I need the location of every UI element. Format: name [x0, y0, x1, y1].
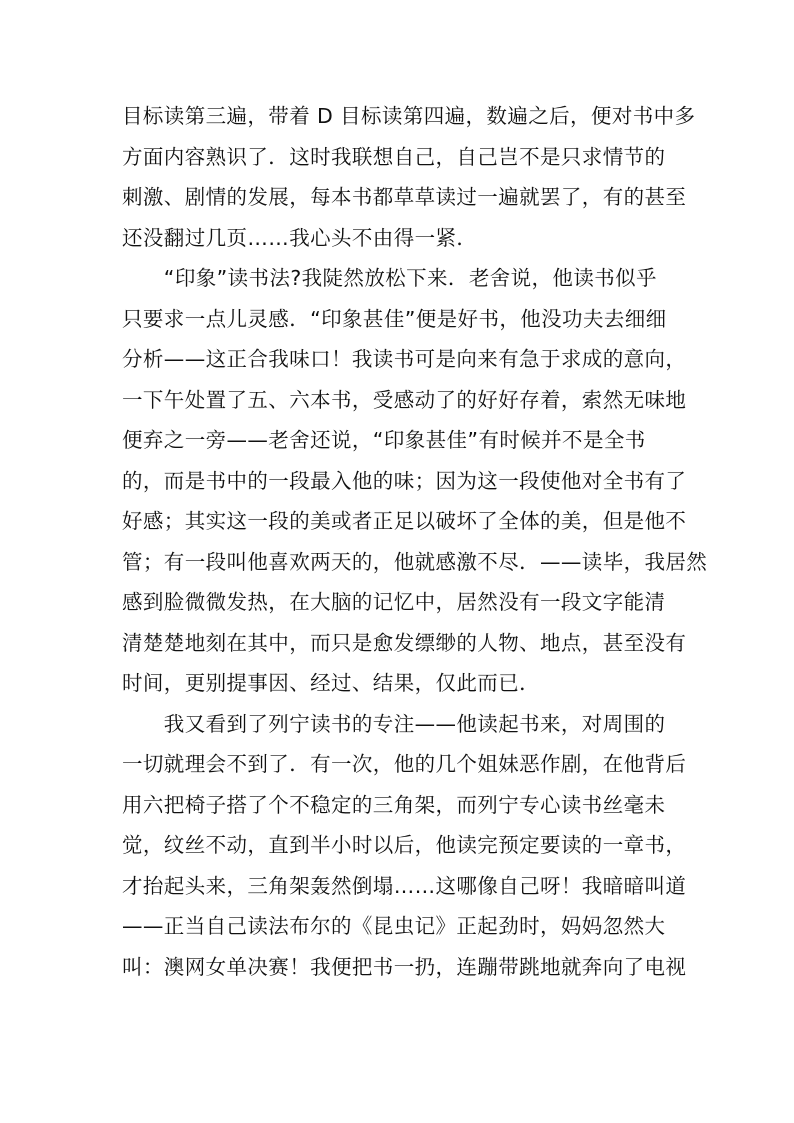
text-line: 才抬起头来，三角架轰然倒塌……这哪像自己呀！我暗暗叫道	[122, 873, 687, 898]
text-line: 感到脸微微发热，在大脑的记忆中，居然没有一段文字能清	[122, 590, 666, 614]
text-line: 觉，纹丝不动，直到半小时以后，他读完预定要读的一章书，	[122, 833, 687, 857]
text-line: 清楚楚地刻在其中，而只是愈发缥缈的人物、地点，甚至没有	[122, 630, 687, 655]
text-line: 目标读第三遍，带着 D 目标读第四遍，数遍之后，便对书中多	[122, 104, 696, 128]
text-line: 时间，更别提事因、经过、结果，仅此而已．	[122, 671, 540, 695]
body-text	[122, 96, 708, 987]
text-line: 的，而是书中的一段最入他的味；因为这一段使他对全书有了	[122, 468, 687, 493]
text-line: 一切就理会不到了．有一次，他的几个姐妹恶作剧，在他背后	[122, 752, 687, 776]
text-line: “印象”读书法?我陡然放松下来．老舍说，他读书似乎	[122, 266, 657, 290]
text-line: 分析——这正合我味口！我读书可是向来有急于求成的意向，	[122, 347, 687, 371]
text-line: 方面内容熟识了．这时我联想自己，自己岂不是只求情节的	[122, 144, 666, 169]
text-line: ——正当自己读法布尔的《昆虫记》正起劲时，妈妈忽然大	[122, 914, 666, 938]
text-line: 只要求一点儿灵感．“印象甚佳”便是好书，他没功夫去细细	[122, 306, 667, 331]
text-line: 我又看到了列宁读书的专注——他读起书来，对周围的	[122, 711, 666, 736]
text-line: 叫：澳网女单决赛！我便把书一扔，连蹦带跳地就奔向了电视	[122, 954, 687, 979]
text-line: 用六把椅子搭了个不稳定的三角架，而列宁专心读书丝毫未	[122, 792, 666, 817]
text-line: 管；有一段叫他喜欢两天的，他就感激不尽．——读毕，我居然	[122, 549, 708, 574]
text-line: 便弃之一旁——老舍还说，“印象甚佳”有时候并不是全书	[122, 428, 646, 452]
text-line: 好感；其实这一段的美或者正足以破坏了全体的美，但是他不	[122, 509, 687, 533]
text-line: 还没翻过几页……我心头不由得一紧．	[122, 225, 478, 250]
text-line: 一下午处置了五、六本书，受感动了的好好存着，索然无味地	[122, 387, 687, 412]
text-line: 刺激、剧情的发展，每本书都草草读过一遍就罢了，有的甚至	[122, 185, 687, 209]
